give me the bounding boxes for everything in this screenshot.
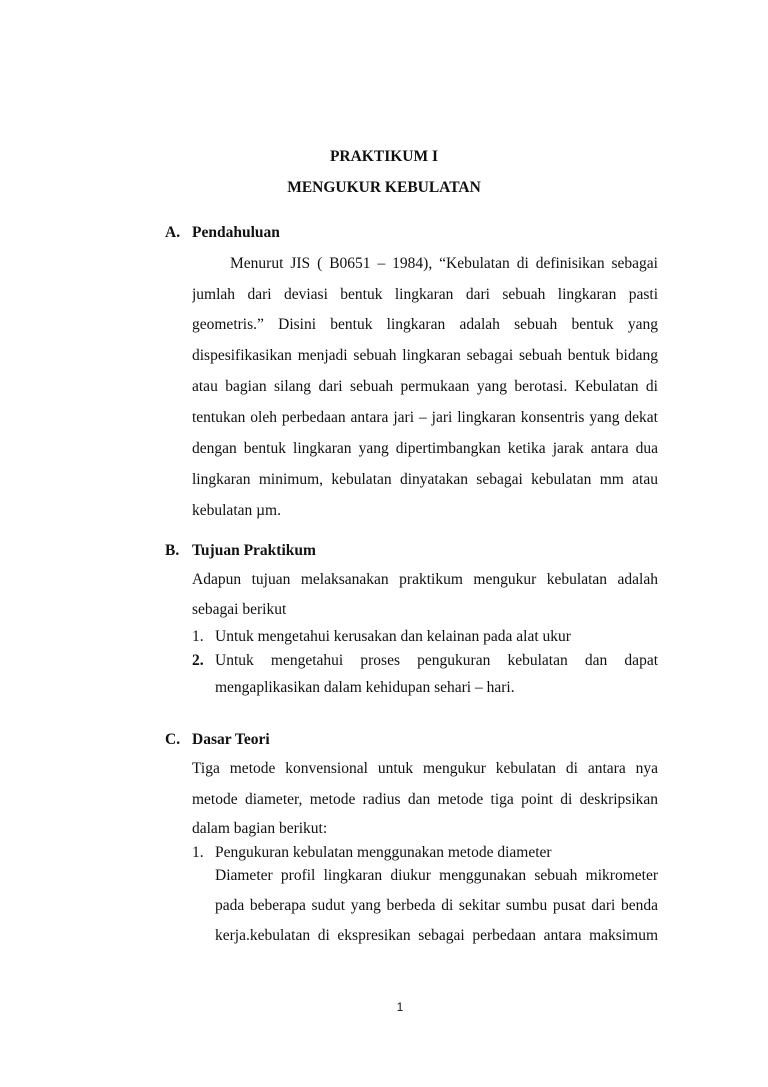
section-c-letter: C. — [165, 731, 181, 748]
section-b-heading: Tujuan Praktikum — [192, 542, 316, 559]
paragraph-line: dalam bagian berikut: — [192, 820, 328, 837]
list-number: 1. — [192, 628, 204, 645]
paragraph-line: Tiga metode konvensional untuk mengukur kebulatan di antara nya — [192, 760, 658, 777]
paragraph-line: Diameter profil lingkaran diukur menggunakan sebuah mikrometer — [215, 867, 658, 884]
paragraph-line: jumlah dari deviasi bentuk lingkaran dari sebuah lingkaran pasti — [192, 286, 658, 303]
list-item-title: Pengukuran kebulatan menggunakan metode diameter — [215, 844, 552, 861]
page-title: PRAKTIKUM I — [329, 148, 439, 165]
paragraph-line: geometris.” Disini bentuk lingkaran adalah sebuah bentuk yang — [192, 316, 658, 333]
section-a-heading: Pendahuluan — [192, 224, 280, 241]
paragraph-line: dispesifikasikan menjadi sebuah lingkaran sebagai sebuah bentuk bidang — [192, 347, 658, 364]
paragraph-line: dengan bentuk lingkaran yang dipertimbangkan ketika jarak antara dua — [192, 440, 658, 457]
section-c-heading: Dasar Teori — [192, 731, 270, 748]
paragraph-line: kebulatan µm. — [192, 502, 281, 519]
page-subtitle: MENGUKUR KEBULATAN — [287, 179, 481, 196]
paragraph-line: Menurut JIS ( B0651 – 1984), “Kebulatan di definisikan sebagai — [230, 255, 658, 272]
paragraph-line: lingkaran minimum, kebulatan dinyatakan sebagai kebulatan mm atau — [192, 471, 658, 488]
list-number: 1. — [192, 844, 204, 861]
paragraph-line: sebagai berikut — [192, 601, 287, 618]
paragraph-line: tentukan oleh perbedaan antara jari – jari lingkaran konsentris yang dekat — [192, 409, 658, 426]
list-number: 2. — [192, 652, 204, 669]
list-item-continuation: mengaplikasikan dalam kehidupan sehari – hari. — [215, 679, 515, 696]
section-b-letter: B. — [165, 542, 180, 559]
paragraph-line: atau bagian silang dari sebuah permukaan yang berotasi. Kebulatan di — [192, 378, 658, 395]
list-item: Untuk mengetahui proses pengukuran kebulatan dan dapat — [215, 652, 658, 669]
paragraph-line: kerja.kebulatan di ekspresikan sebagai perbedaan antara maksimum — [215, 927, 658, 944]
paragraph-line: pada beberapa sudut yang berbeda di sekitar sumbu pusat dari benda — [215, 897, 658, 914]
paragraph-line: Adapun tujuan melaksanakan praktikum mengukur kebulatan adalah — [192, 571, 658, 588]
list-item: Untuk mengetahui kerusakan dan kelainan pada alat ukur — [215, 628, 571, 645]
paragraph-line: metode diameter, metode radius dan metode tiga point di deskripsikan — [192, 791, 658, 808]
page-number: 1 — [396, 1000, 404, 1014]
section-a-letter: A. — [165, 224, 181, 241]
